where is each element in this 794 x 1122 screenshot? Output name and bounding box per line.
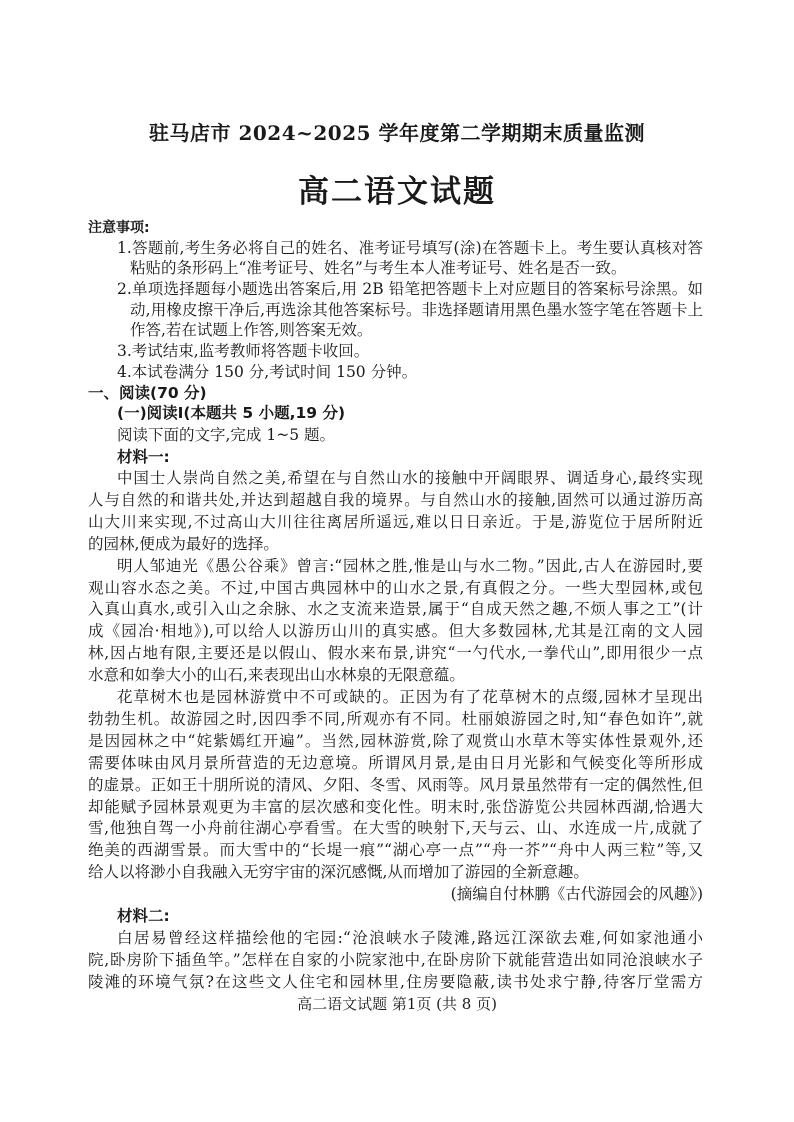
page-footer: 高二语文试题 第1页 (共 8 页) <box>297 995 497 1013</box>
paragraph-line: 的虚景。正如王十朋所说的清风、夕阳、冬雪、风雨等。风月景虽然带有一定的偶然性,但 <box>88 775 703 794</box>
part-heading: (一)阅读Ⅰ(本题共 5 小题,19 分) <box>117 404 346 422</box>
paragraph-line: 水意和如拳大小的山石,来表现出山水林泉的无限意蕴。 <box>88 666 465 685</box>
paragraph-line: 入真山真水,或引入山之余脉、水之支流来造景,属于“自成天然之趣,不烦人事之工”(计 <box>88 600 703 619</box>
exam-header-title: 驻马店市 2024~2025 学年度第二学期期末质量监测 <box>148 121 645 145</box>
paragraph-line: 的园林,便成为最好的选择。 <box>88 534 279 553</box>
notice-item-line: 作答,若在试题上作答,则答案无效。 <box>130 321 373 339</box>
paragraph-line: 明人邹迪光《愚公谷乘》曾言:“园林之胜,惟是山与水二物。”因此,古人在游园时,要 <box>117 556 703 575</box>
notice-item-line: 4.本试卷满分 150 分,考试时间 150 分钟。 <box>117 363 418 381</box>
reading-instruction: 阅读下面的文字,完成 1~5 题。 <box>117 426 335 444</box>
paragraph-line: 绝美的西湖雪景。而大雪中的“长堤一痕”“湖心亭一点”“舟一芥”“舟中人两三粒”等,又 <box>88 841 703 860</box>
paragraph-line: 陵滩的环境气氛?在这些文人住宅和园林里,住房要隐蔽,读书处求宁静,待客厅堂需方 <box>88 972 703 991</box>
paragraph-line: 山大川来实现,不过高山大川往往离居所遥远,难以日日亲近。于是,游览位于居所附近 <box>88 512 703 531</box>
notice-item-line: 粘贴的条形码上“准考证号、姓名”与考生本人准考证号、姓名是否一致。 <box>130 259 627 277</box>
section-heading: 一、阅读(70 分) <box>88 384 207 402</box>
notice-item-line: 动,用橡皮擦干净后,再选涂其他答案标号。非选择题请用黑色墨水签字笔在答题卡上 <box>130 301 703 319</box>
notice-item-line: 1.答题前,考生务必将自己的姓名、准考证号填写(涂)在答题卡上。考生要认真核对答 <box>117 239 703 257</box>
paragraph-line: 人与自然的和谐共处,并达到超越自我的境界。与自然山水的接触,固然可以通过游历高 <box>88 490 703 509</box>
notice-item-line: 3.考试结束,监考教师将答题卡收回。 <box>117 342 370 360</box>
paragraph-line: 成《园冶·相地》),可以给人以游历山川的真实感。但大多数园林,尤其是江南的文人园 <box>88 622 703 641</box>
paragraph-line: 需要体味由风月景所营造的无边意境。所谓风月景,是由日月光影和气候变化等所形成 <box>88 753 703 772</box>
paragraph-line: 白居易曾经这样描绘他的宅园:“沧浪峡水子陵滩,路远江深欲去难,何如家池通小 <box>117 928 703 947</box>
notice-item-line: 2.单项选择题每小题选出答案后,用 2B 铅笔把答题卡上对应题目的答案标号涂黑。如 <box>117 280 703 298</box>
paragraph-line: 却能赋予园林景观更为丰富的层次感和变化性。明末时,张岱游览公共园林西湖,恰遇大 <box>88 797 703 816</box>
paragraph-line: 中国士人崇尚自然之美,希望在与自然山水的接触中开阔眼界、调适身心,最终实现 <box>117 469 703 487</box>
material-label: 材料二: <box>117 907 170 925</box>
paragraph-line: 雪,他独自驾一小舟前往湖心亭看雪。在大雪的映射下,天与云、山、水连成一片,成就了 <box>88 819 703 838</box>
paragraph-line: 是因园林之中“姹紫嫣红开遍”。当然,园林游赏,除了观赏山水草木等实体性景观外,还 <box>88 731 703 750</box>
material-label: 材料一: <box>117 448 170 466</box>
paragraph-line: 勃勃生机。故游园之时,因四季不同,所观亦有不同。杜丽娘游园之时,知“春色如许”,就 <box>88 709 703 728</box>
paragraph-line: 观山容水态之美。不过,中国古典园林中的山水之景,有真假之分。一些大型园林,或包 <box>88 578 703 597</box>
exam-subject-title: 高二语文试题 <box>298 174 496 210</box>
notice-heading: 注意事项: <box>88 220 150 236</box>
paragraph-line: 院,卧房阶下插鱼竿。”怎样在自家的小院家池中,在卧房阶下就能营造出如同沧浪峡水子 <box>88 950 703 969</box>
paragraph-line: 给人以将渺小自我融入无穷宇宙的深沉感慨,从而增加了游园的全新意趣。 <box>88 863 589 882</box>
paragraph-line: 林,因占地有限,主要还是以假山、假水来布景,讲究“一勺代水,一拳代山”,即用很少一点 <box>88 644 703 663</box>
source-citation: (摘编自付林鹏《古代游园会的风趣》) <box>450 885 703 904</box>
paragraph-line: 花草树木也是园林游赏中不可或缺的。正因为有了花草树木的点缀,园林才呈现出 <box>117 688 703 706</box>
